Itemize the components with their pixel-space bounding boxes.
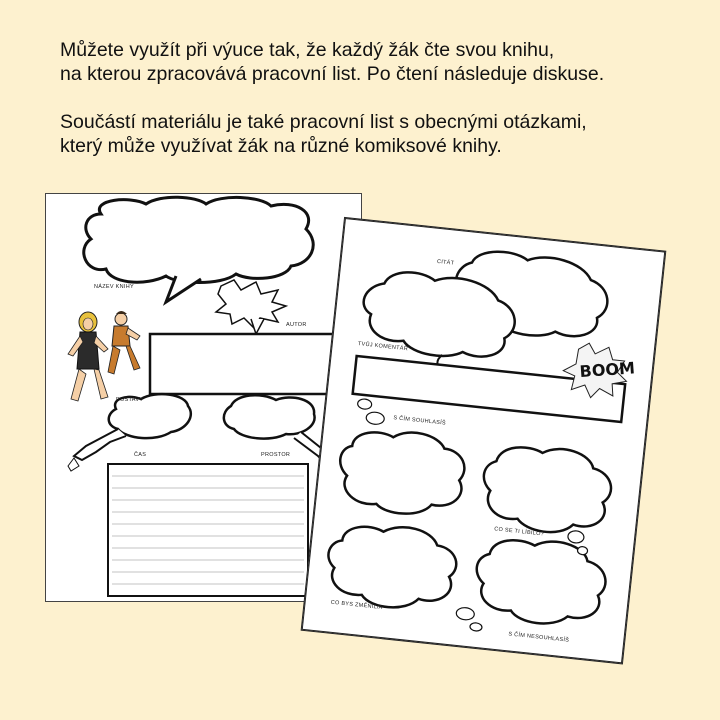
label-space: PROSTOR (261, 452, 291, 458)
title-speech-bubble (84, 197, 313, 282)
label-comment: TVŮJ KOMENTÁŘ (357, 341, 409, 353)
intro-paragraph-1 (60, 38, 700, 86)
label-quote: CITÁT (436, 258, 455, 267)
content-lined-box (108, 464, 308, 596)
intro-text (60, 38, 700, 182)
author-box (150, 334, 344, 394)
label-liked: CO SE TI LÍBILO? (493, 526, 545, 538)
label-book-title: NÁZEV KNIHY (94, 284, 134, 290)
intro-line: který může využívat žák na různé komiksové knihy. (60, 135, 502, 157)
liked-cloud (479, 441, 615, 538)
comic-characters-icon (68, 311, 140, 401)
change-cloud (324, 520, 460, 614)
bubble-tail (251, 319, 264, 334)
boom-sticker: BOOM (578, 358, 636, 382)
worksheet-comic-questions-preview (302, 218, 666, 663)
agree-cloud (335, 425, 467, 519)
worksheet-questions-drawing (303, 219, 664, 662)
thought-dot (567, 530, 584, 544)
intro-paragraph-2 (60, 110, 700, 158)
label-author: AUTOR (286, 322, 307, 328)
label-agree: S ČÍM SOUHLASÍŠ (393, 415, 447, 427)
bubble-tail (74, 429, 126, 460)
star-decoration (68, 458, 79, 471)
intro-line: Můžete využít při výuce tak, že každý žák čte svou knihu, (60, 39, 555, 61)
label-time: ČAS (134, 452, 147, 458)
thought-dot (357, 398, 372, 409)
label-disagree: S ČÍM NESOUHLASÍŠ (508, 631, 570, 644)
thought-dot (470, 622, 483, 631)
disagree-cloud (472, 534, 609, 630)
thought-dot (577, 546, 588, 555)
intro-line: na kterou zpracovává pracovní list. Po čtení následuje diskuse. (60, 63, 605, 85)
thought-dot (456, 607, 475, 621)
label-characters: POSTAVY (116, 397, 144, 403)
thought-dot (366, 411, 385, 425)
label-change: CO BYS ZMĚNIL/A (330, 599, 383, 612)
intro-line: Součástí materiálu je také pracovní list s obecnými otázkami, (60, 111, 587, 133)
